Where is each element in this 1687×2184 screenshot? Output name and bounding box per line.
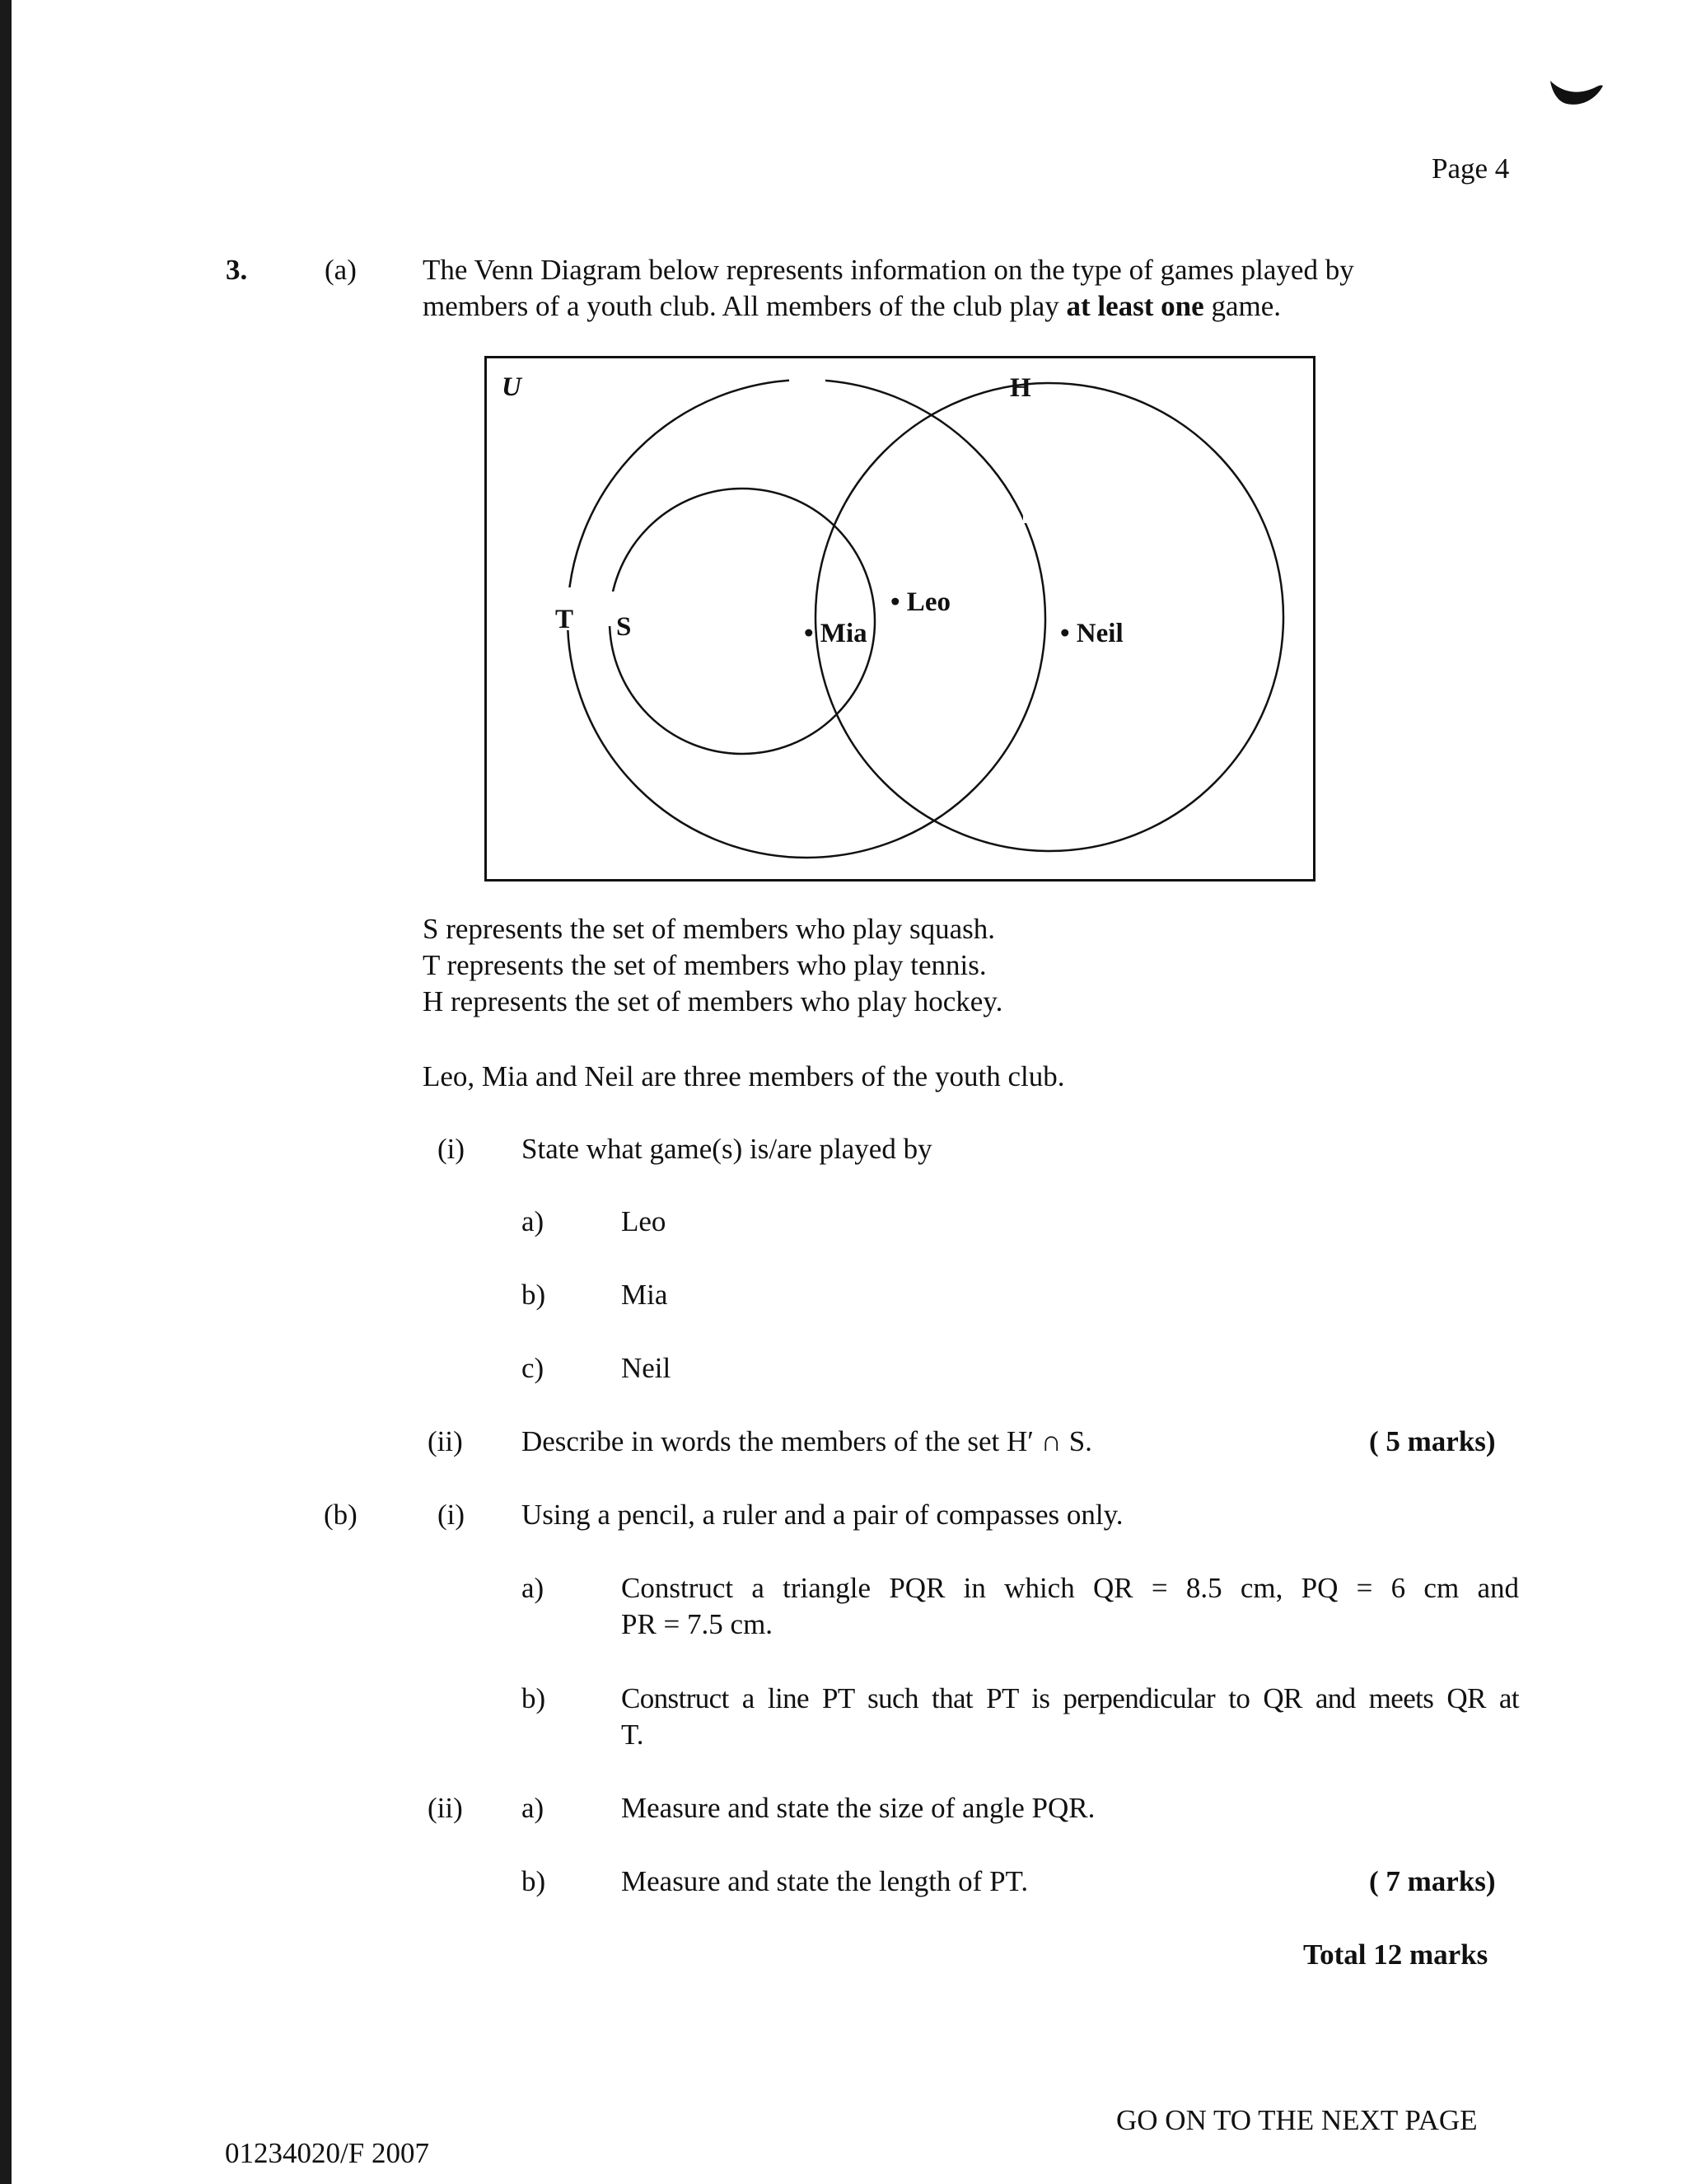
page-number: Page 4 [1432, 152, 1510, 185]
set-t-label: T [555, 605, 574, 634]
part-a-i-item-c-text: Neil [621, 1352, 671, 1384]
part-b-i-label: (i) [437, 1499, 465, 1531]
member-neil: • Neil [1060, 619, 1124, 648]
member-mia: • Mia [804, 619, 867, 648]
venn-diagram [484, 356, 1315, 882]
universal-set-label: U [502, 372, 521, 402]
part-a-i-label: (i) [437, 1133, 465, 1165]
set-s-label: S [616, 612, 632, 642]
next-page-notice: GO ON TO THE NEXT PAGE [1116, 2104, 1478, 2136]
part-a-i-item-a-label: a) [521, 1205, 544, 1237]
definition-tennis: T represents the set of members who play tennis. [423, 949, 987, 981]
member-leo: • Leo [890, 587, 951, 617]
part-a-intro-line-2 [423, 288, 1281, 325]
part-b-i-item-a-line-2: PR = 7.5 cm. [621, 1608, 773, 1640]
part-b-ii-label: (ii) [428, 1792, 463, 1824]
intro-emphasis: at least one [1066, 290, 1204, 322]
part-b-i-item-b-line-2: T. [621, 1719, 644, 1751]
part-b-i-item-a-line-1: Construct a triangle PQR in which QR = 8.5 cm, PQ = 6 cm and [621, 1572, 1519, 1604]
set-h-label: H [1010, 373, 1031, 403]
part-b-ii-item-a-label: a) [521, 1792, 544, 1824]
part-a-i-item-c-label: c) [521, 1352, 544, 1384]
part-b-ii-item-b-label: b) [521, 1865, 546, 1897]
set-h-circle [815, 383, 1283, 851]
paper-code: 01234020/F 2007 [225, 2137, 429, 2169]
part-a-i-item-b-text: Mia [621, 1279, 668, 1311]
part-a-label: (a) [325, 254, 357, 286]
part-b-marks: ( 7 marks) [1369, 1865, 1496, 1897]
part-a-i-item-a-text: Leo [621, 1205, 666, 1237]
part-a-marks: ( 5 marks) [1369, 1425, 1496, 1457]
part-b-label: (b) [324, 1499, 357, 1531]
question-number: 3. [226, 254, 248, 286]
part-a-ii-label: (ii) [428, 1425, 463, 1457]
intro-text-end: game. [1203, 290, 1281, 322]
part-a-i-item-b-label: b) [521, 1279, 546, 1311]
intro-text: members of a youth club. All members of the club play [423, 290, 1067, 322]
total-marks: Total 12 marks [1303, 1938, 1488, 1971]
corner-scan-mark [1549, 74, 1606, 115]
part-b-ii-item-a-text: Measure and state the size of angle PQR. [621, 1792, 1096, 1824]
scan-edge-shadow [0, 0, 12, 2184]
part-a-intro-line-1: The Venn Diagram below represents information on the type of games played by [423, 254, 1354, 286]
part-a-i-text: State what game(s) is/are played by [521, 1133, 932, 1165]
part-b-i-item-b-line-1: Construct a line PT such that PT is perpendicular to QR and meets QR at [621, 1682, 1519, 1714]
definition-squash: S represents the set of members who play squash. [423, 913, 995, 945]
part-b-i-item-a-label: a) [521, 1572, 544, 1604]
part-b-i-text: Using a pencil, a ruler and a pair of compasses only. [521, 1499, 1124, 1531]
members-sentence: Leo, Mia and Neil are three members of the youth club. [423, 1060, 1065, 1092]
definition-hockey: H represents the set of members who play hockey. [423, 985, 1003, 1017]
part-b-ii-item-b-text: Measure and state the length of PT. [621, 1865, 1029, 1897]
part-a-ii-text: Describe in words the members of the set H′ ∩ S. [521, 1425, 1092, 1457]
part-b-i-item-b-label: b) [521, 1682, 546, 1714]
